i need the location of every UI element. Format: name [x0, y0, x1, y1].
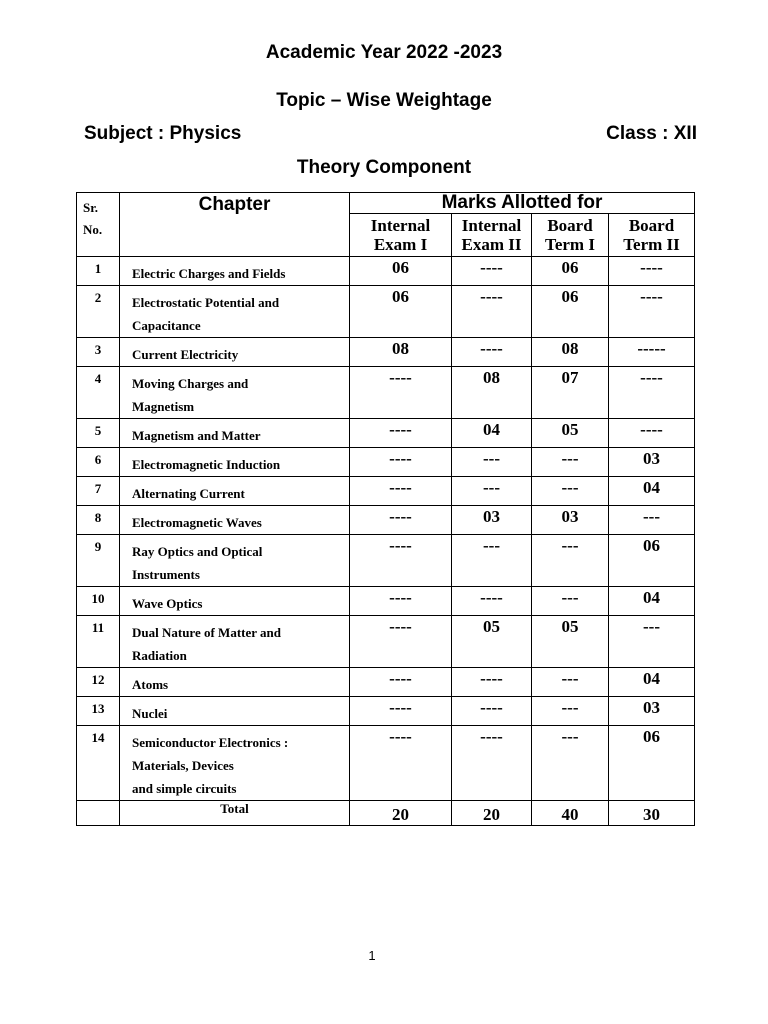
- internal-exam-1-header: [350, 214, 452, 257]
- chapter-line: Semiconductor Electronics :: [132, 735, 289, 750]
- internal-exam-2-cell: 08: [452, 367, 532, 419]
- chapter-line: Wave Optics: [132, 596, 203, 611]
- total-sr-cell: [77, 801, 120, 826]
- board-term-1-cell: ---: [532, 448, 609, 477]
- internal-exam-1-cell: ----: [350, 448, 452, 477]
- table-row: [77, 726, 695, 801]
- internal-exam-2-cell: ----: [452, 726, 532, 801]
- chapter-cell: [120, 535, 350, 587]
- table-row: [77, 338, 695, 367]
- chapter-line: Electrostatic Potential and: [132, 295, 280, 310]
- header-line: Board: [547, 216, 593, 235]
- total-internal-exam-2: 20: [452, 801, 532, 826]
- header-line: Term I: [545, 235, 595, 254]
- subject-label: Subject : Physics: [84, 123, 242, 144]
- board-term-1-cell: ---: [532, 668, 609, 697]
- table-row: [77, 286, 695, 338]
- chapter-cell: [120, 477, 350, 506]
- board-term-1-cell: ---: [532, 535, 609, 587]
- chapter-line: Magnetism: [132, 399, 195, 414]
- class-label: Class : XII: [606, 123, 697, 144]
- total-label: Total: [120, 801, 350, 826]
- sr-no-cell: 3: [77, 338, 120, 367]
- chapter-cell: [120, 587, 350, 616]
- table-row: [77, 419, 695, 448]
- board-term-1-cell: 07: [532, 367, 609, 419]
- chapter-cell: [120, 697, 350, 726]
- internal-exam-2-cell: ----: [452, 257, 532, 286]
- chapter-line: Alternating Current: [132, 486, 245, 501]
- header-line: Exam I: [373, 235, 428, 254]
- table-row: [77, 448, 695, 477]
- table-row: [77, 616, 695, 668]
- board-term-1-cell: 06: [532, 257, 609, 286]
- chapter-cell: [120, 367, 350, 419]
- table-row: [77, 668, 695, 697]
- board-term-1-cell: 03: [532, 506, 609, 535]
- board-term-1-cell: 06: [532, 286, 609, 338]
- board-term-2-cell: ----: [609, 419, 695, 448]
- academic-year-heading: Academic Year 2022 -2023: [265, 42, 503, 63]
- internal-exam-1-cell: ----: [350, 506, 452, 535]
- board-term-1-cell: ---: [532, 477, 609, 506]
- table-row: [77, 257, 695, 286]
- board-term-2-cell: 06: [609, 726, 695, 801]
- internal-exam-2-cell: ----: [452, 697, 532, 726]
- internal-exam-1-cell: ----: [350, 668, 452, 697]
- chapter-line: Electric Charges and Fields: [132, 266, 286, 281]
- internal-exam-2-cell: 03: [452, 506, 532, 535]
- internal-exam-1-cell: ----: [350, 419, 452, 448]
- chapter-cell: [120, 506, 350, 535]
- header-line: Board: [628, 216, 675, 235]
- board-term-2-cell: 04: [609, 587, 695, 616]
- internal-exam-1-cell: 08: [350, 338, 452, 367]
- internal-exam-1-cell: ----: [350, 367, 452, 419]
- internal-exam-1-cell: ----: [350, 587, 452, 616]
- board-term-2-cell: 03: [609, 697, 695, 726]
- chapter-line: Current Electricity: [132, 347, 239, 362]
- chapter-line: Radiation: [132, 648, 187, 663]
- internal-exam-1-cell: ----: [350, 616, 452, 668]
- board-term-2-cell: 04: [609, 477, 695, 506]
- board-term-2-cell: ---: [609, 506, 695, 535]
- weightage-table: [76, 192, 695, 826]
- chapter-cell: [120, 616, 350, 668]
- sr-no-header: [77, 193, 120, 257]
- chapter-cell: [120, 668, 350, 697]
- board-term-1-cell: 08: [532, 338, 609, 367]
- total-row: [77, 801, 695, 826]
- internal-exam-2-cell: ---: [452, 535, 532, 587]
- board-term-1-cell: 05: [532, 419, 609, 448]
- sr-no-cell: 12: [77, 668, 120, 697]
- internal-exam-2-cell: ---: [452, 477, 532, 506]
- board-term-2-cell: ----: [609, 286, 695, 338]
- board-term-2-cell: ---: [609, 616, 695, 668]
- sr-no-cell: 1: [77, 257, 120, 286]
- internal-exam-2-cell: ---: [452, 448, 532, 477]
- sr-header-line: No.: [83, 222, 103, 237]
- chapter-cell: [120, 419, 350, 448]
- internal-exam-2-cell: ----: [452, 338, 532, 367]
- board-term-1-cell: ---: [532, 697, 609, 726]
- internal-exam-2-cell: ----: [452, 286, 532, 338]
- chapter-line: Instruments: [132, 567, 200, 582]
- board-term-2-cell: 06: [609, 535, 695, 587]
- board-term-2-header: [609, 214, 695, 257]
- sr-no-cell: 6: [77, 448, 120, 477]
- total-board-term-2: 30: [609, 801, 695, 826]
- chapter-line: Dual Nature of Matter and: [132, 625, 282, 640]
- total-board-term-1: 40: [532, 801, 609, 826]
- page-number: 1: [368, 948, 376, 963]
- internal-exam-2-cell: 04: [452, 419, 532, 448]
- internal-exam-2-header: [452, 214, 532, 257]
- board-term-1-cell: 05: [532, 616, 609, 668]
- internal-exam-1-cell: ----: [350, 697, 452, 726]
- header-line: Internal: [461, 216, 522, 235]
- chapter-line: Materials, Devices: [132, 758, 234, 773]
- sr-no-cell: 7: [77, 477, 120, 506]
- sr-no-cell: 9: [77, 535, 120, 587]
- chapter-header: Chapter: [120, 193, 350, 257]
- sr-no-cell: 8: [77, 506, 120, 535]
- board-term-2-cell: ----: [609, 367, 695, 419]
- sr-no-cell: 5: [77, 419, 120, 448]
- chapter-line: and simple circuits: [132, 781, 237, 796]
- chapter-cell: [120, 257, 350, 286]
- board-term-2-cell: ----: [609, 257, 695, 286]
- table-row: [77, 587, 695, 616]
- board-term-1-cell: ---: [532, 726, 609, 801]
- chapter-cell: [120, 448, 350, 477]
- chapter-line: Moving Charges and: [132, 376, 249, 391]
- board-term-1-header: [532, 214, 609, 257]
- sr-no-cell: 13: [77, 697, 120, 726]
- chapter-line: Electromagnetic Induction: [132, 457, 281, 472]
- total-internal-exam-1: 20: [350, 801, 452, 826]
- table-row: [77, 535, 695, 587]
- table-row: [77, 367, 695, 419]
- internal-exam-1-cell: 06: [350, 286, 452, 338]
- topic-heading: Topic – Wise Weightage: [276, 90, 492, 111]
- chapter-line: Nuclei: [132, 706, 168, 721]
- chapter-line: Magnetism and Matter: [132, 428, 261, 443]
- sr-no-cell: 10: [77, 587, 120, 616]
- chapter-line: Atoms: [132, 677, 169, 692]
- chapter-cell: [120, 286, 350, 338]
- internal-exam-1-cell: ----: [350, 535, 452, 587]
- chapter-line: Ray Optics and Optical: [132, 544, 263, 559]
- table-row: [77, 697, 695, 726]
- header-line: Term II: [623, 235, 680, 254]
- header-line: Internal: [370, 216, 431, 235]
- table-row: [77, 506, 695, 535]
- sr-no-cell: 11: [77, 616, 120, 668]
- internal-exam-1-cell: ----: [350, 726, 452, 801]
- board-term-2-cell: 04: [609, 668, 695, 697]
- board-term-1-cell: ---: [532, 587, 609, 616]
- component-heading: Theory Component: [296, 157, 472, 178]
- chapter-cell: [120, 338, 350, 367]
- board-term-2-cell: 03: [609, 448, 695, 477]
- table-row: [77, 477, 695, 506]
- sr-no-cell: 14: [77, 726, 120, 801]
- internal-exam-2-cell: 05: [452, 616, 532, 668]
- sr-header-line: Sr.: [83, 200, 99, 215]
- chapter-cell: [120, 726, 350, 801]
- internal-exam-2-cell: ----: [452, 587, 532, 616]
- internal-exam-1-cell: ----: [350, 477, 452, 506]
- marks-allotted-header: Marks Allotted for: [350, 193, 695, 214]
- board-term-2-cell: -----: [609, 338, 695, 367]
- sr-no-cell: 4: [77, 367, 120, 419]
- sr-no-cell: 2: [77, 286, 120, 338]
- chapter-line: Capacitance: [132, 318, 201, 333]
- internal-exam-2-cell: ----: [452, 668, 532, 697]
- chapter-line: Electromagnetic Waves: [132, 515, 262, 530]
- header-line: Exam II: [461, 235, 522, 254]
- internal-exam-1-cell: 06: [350, 257, 452, 286]
